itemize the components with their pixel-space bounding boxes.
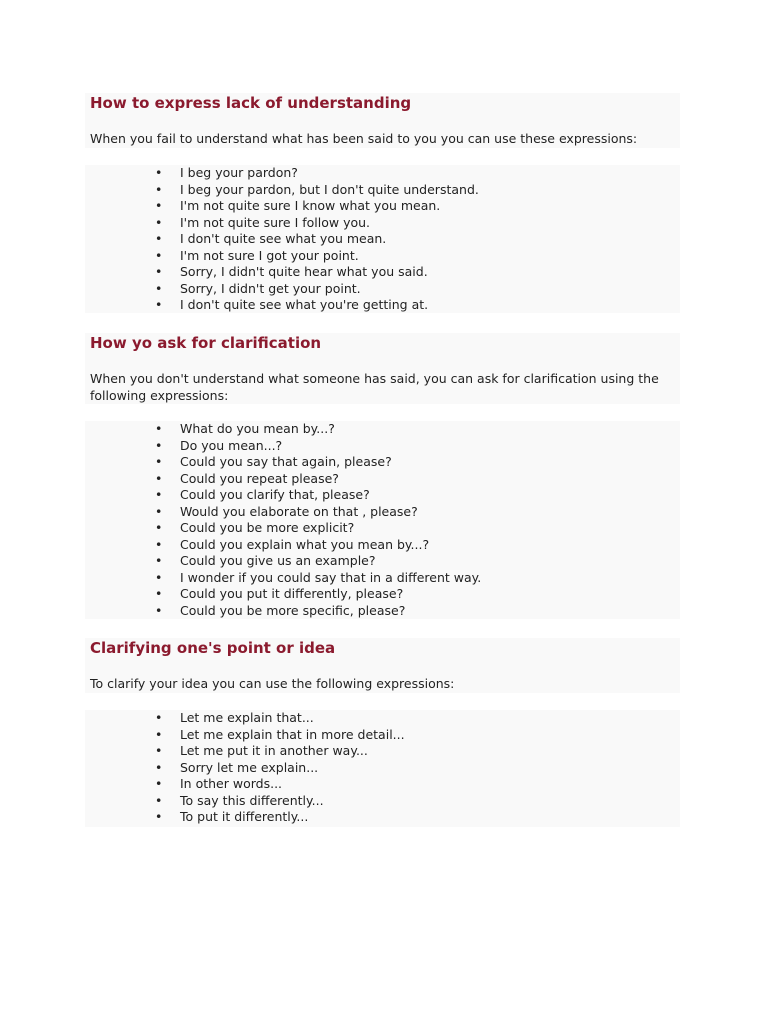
list-item (85, 487, 680, 504)
expression-list (85, 421, 680, 619)
list-item-text: Do you mean...? (180, 437, 283, 453)
list-item-text: Sorry let me explain... (180, 759, 319, 775)
list-item-text: Could you clarify that, please? (180, 487, 370, 502)
list-item (85, 586, 680, 603)
bullet-icon: • (155, 214, 163, 230)
expression-list (85, 165, 680, 314)
list-item-text: I don't quite see what you're getting at. (180, 297, 429, 312)
list-item-text: I beg your pardon? (180, 165, 298, 180)
list-item-text: Sorry, I didn't quite hear what you said. (180, 264, 428, 279)
list-item-text: Could you explain what you mean by...? (180, 536, 430, 552)
bullet-icon: • (155, 602, 163, 618)
list-item-text: Let me explain that... (180, 710, 314, 725)
bullet-icon: • (155, 536, 163, 552)
section-intro: When you fail to understand what has been said to you you can use these expressions: (90, 131, 638, 146)
list-item (85, 198, 680, 215)
expression-list-block (85, 710, 680, 827)
list-item (85, 264, 680, 281)
bullet-icon: • (155, 470, 163, 486)
bullet-icon: • (155, 759, 163, 775)
list-item-text: I'm not sure I got your point. (180, 247, 359, 263)
expression-list-block (85, 165, 680, 313)
list-item (85, 520, 680, 537)
section-lack-of-understanding (85, 93, 680, 313)
list-item-text: Sorry, I didn't get your point. (180, 280, 361, 296)
list-item (85, 297, 680, 314)
list-item (85, 570, 680, 587)
bullet-icon: • (155, 297, 163, 312)
section-intro: To clarify your idea you can use the following expressions: (90, 676, 455, 691)
list-item (85, 710, 680, 727)
list-item (85, 281, 680, 298)
list-item-text: Would you elaborate on that , please? (180, 503, 418, 519)
list-item-text: To put it differently... (180, 809, 309, 824)
bullet-icon: • (155, 421, 163, 436)
list-item (85, 809, 680, 826)
list-item-text: Could you say that again, please? (180, 454, 392, 469)
list-item (85, 776, 680, 793)
section-ask-for-clarification (85, 333, 680, 619)
bullet-icon: • (155, 586, 163, 601)
list-item-text: Let me explain that in more detail... (180, 726, 405, 742)
bullet-icon: • (155, 264, 163, 279)
bullet-icon: • (155, 553, 163, 568)
list-item-text: Let me put it in another way... (180, 743, 368, 758)
list-item (85, 760, 680, 777)
section-heading: Clarifying one's point or idea (90, 639, 336, 657)
bullet-icon: • (155, 503, 163, 519)
list-item (85, 603, 680, 620)
list-item-text: I wonder if you could say that in a different way. (180, 569, 482, 585)
list-item (85, 743, 680, 760)
list-item (85, 727, 680, 744)
bullet-icon: • (155, 181, 163, 197)
list-item (85, 165, 680, 182)
list-item (85, 438, 680, 455)
list-item-text: What do you mean by...? (180, 421, 335, 436)
bullet-icon: • (155, 792, 163, 808)
expression-list (85, 710, 680, 826)
list-item-text: To say this differently... (180, 792, 324, 808)
bullet-icon: • (155, 520, 163, 535)
list-item-text: Could you put it differently, please? (180, 586, 404, 601)
bullet-icon: • (155, 710, 163, 725)
list-item (85, 215, 680, 232)
section-clarifying-point (85, 638, 680, 827)
list-item-text: Could you give us an example? (180, 553, 376, 568)
list-item (85, 537, 680, 554)
bullet-icon: • (155, 726, 163, 742)
bullet-icon: • (155, 231, 163, 246)
list-item (85, 421, 680, 438)
bullet-icon: • (155, 743, 163, 758)
list-item (85, 471, 680, 488)
list-item (85, 553, 680, 570)
list-item (85, 793, 680, 810)
bullet-icon: • (155, 809, 163, 824)
section-heading: How yo ask for clarification (90, 334, 322, 352)
bullet-icon: • (155, 198, 163, 213)
bullet-icon: • (155, 280, 163, 296)
list-item-text: I'm not quite sure I follow you. (180, 214, 371, 230)
list-item-text: In other words... (180, 776, 283, 791)
bullet-icon: • (155, 487, 163, 502)
list-item (85, 504, 680, 521)
section-header-block (85, 638, 680, 693)
bullet-icon: • (155, 776, 163, 791)
bullet-icon: • (155, 437, 163, 453)
list-item-text: I beg your pardon, but I don't quite understand. (180, 181, 479, 197)
list-item-text: I'm not quite sure I know what you mean. (180, 198, 441, 213)
bullet-icon: • (155, 247, 163, 263)
list-item-text: Could you be more explicit? (180, 520, 355, 535)
list-item-text: Could you repeat please? (180, 470, 339, 486)
list-item-text: I don't quite see what you mean. (180, 231, 387, 246)
section-header-block (85, 333, 680, 404)
section-intro: When you don't understand what someone has said, you can ask for clarification using the following expressions: (90, 371, 659, 403)
list-item (85, 454, 680, 471)
list-item (85, 231, 680, 248)
section-heading: How to express lack of understanding (90, 94, 412, 112)
bullet-icon: • (155, 569, 163, 585)
bullet-icon: • (155, 165, 163, 180)
section-header-block (85, 93, 680, 148)
list-item (85, 182, 680, 199)
expression-list-block (85, 421, 680, 619)
bullet-icon: • (155, 454, 163, 469)
list-item (85, 248, 680, 265)
list-item-text: Could you be more specific, please? (180, 602, 406, 618)
